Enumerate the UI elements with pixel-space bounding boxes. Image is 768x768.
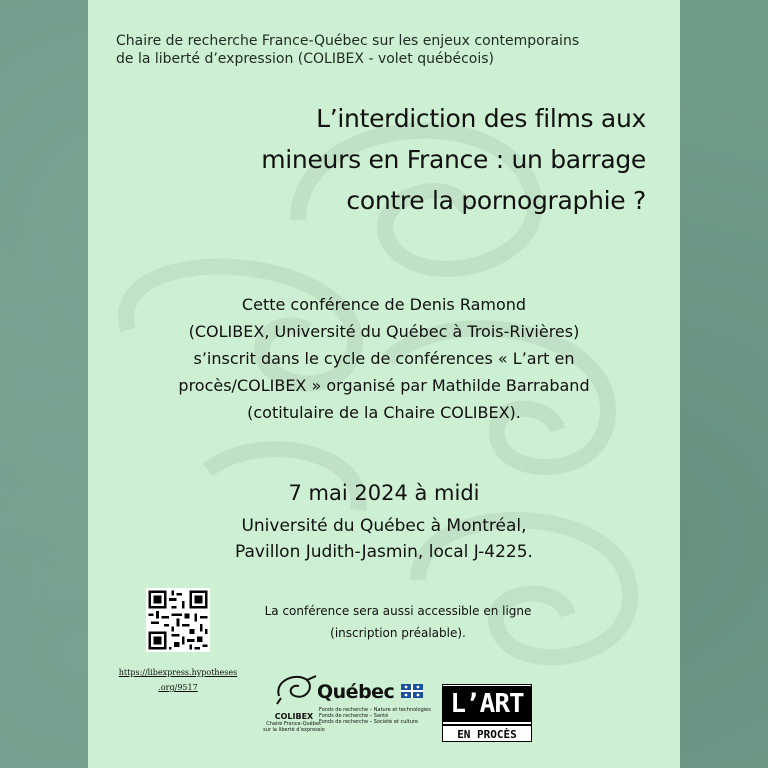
- quebec-funds-list: [319, 707, 431, 725]
- poster-panel: [88, 0, 680, 768]
- qr-url-line-1[interactable]: https://libexpress.hypotheses: [118, 668, 238, 677]
- event-date: 7 mai 2024 à midi: [288, 481, 480, 505]
- header-line-1: Chaire de recherche France-Québec sur les enjeux contemporains: [116, 33, 580, 49]
- title-line-1: L’interdiction des films aux: [316, 104, 646, 133]
- online-access-note: [238, 600, 558, 644]
- colibex-bird-icon: [269, 668, 319, 708]
- qr-url-line-2[interactable]: .org/9517: [158, 683, 198, 692]
- art-logo-main: L’ART: [443, 686, 531, 722]
- colibex-name: COLIBEX: [274, 712, 314, 721]
- fund-line-2: Fonds de recherche – Santé: [319, 713, 389, 719]
- lecture-title: [128, 98, 646, 221]
- header-line-2: de la liberté d’expression (COLIBEX - volet québécois): [116, 51, 495, 67]
- art-logo-sub: EN PROCÈS: [443, 724, 531, 741]
- online-line-2: (inscription préalable).: [330, 626, 466, 640]
- description-line-3: s’inscrit dans le cycle de conférences « L’art en: [193, 349, 575, 368]
- qr-code-icon[interactable]: [146, 588, 210, 652]
- quebec-wordmark: Québec: [317, 681, 395, 703]
- fund-line-3: Fonds de recherche – Société et culture: [319, 719, 418, 725]
- quebec-frq-logo: [317, 681, 437, 741]
- art-en-proces-logo: [442, 684, 532, 742]
- qr-url-link[interactable]: [108, 665, 248, 695]
- title-line-2: mineurs en France : un barrage: [261, 145, 646, 174]
- quebec-flag-icon: [401, 684, 423, 698]
- title-line-3: contre la pornographie ?: [346, 186, 646, 215]
- venue-line-1: Université du Québec à Montréal,: [241, 516, 527, 536]
- description-line-2: (COLIBEX, Université du Québec à Trois-Rivières): [188, 322, 580, 341]
- description-line-1: Cette conférence de Denis Ramond: [241, 295, 527, 314]
- colibex-sub-2: sur la liberté d’expressio: [263, 727, 325, 733]
- colibex-sub-1: Chaire France-Québec: [266, 721, 322, 727]
- venue-line-2: Pavillon Judith-Jasmin, local J-4225.: [235, 542, 533, 562]
- online-line-1: La conférence sera aussi accessible en ligne: [264, 604, 532, 618]
- lecture-description: [128, 291, 640, 426]
- fund-line-1: Fonds de recherche – Nature et technologies: [319, 707, 431, 713]
- chair-header: [116, 32, 676, 68]
- description-line-5: (cotitulaire de la Chaire COLIBEX).: [247, 403, 521, 422]
- event-venue: [128, 513, 640, 565]
- description-line-4: procès/COLIBEX » organisé par Mathilde Barraband: [178, 376, 590, 395]
